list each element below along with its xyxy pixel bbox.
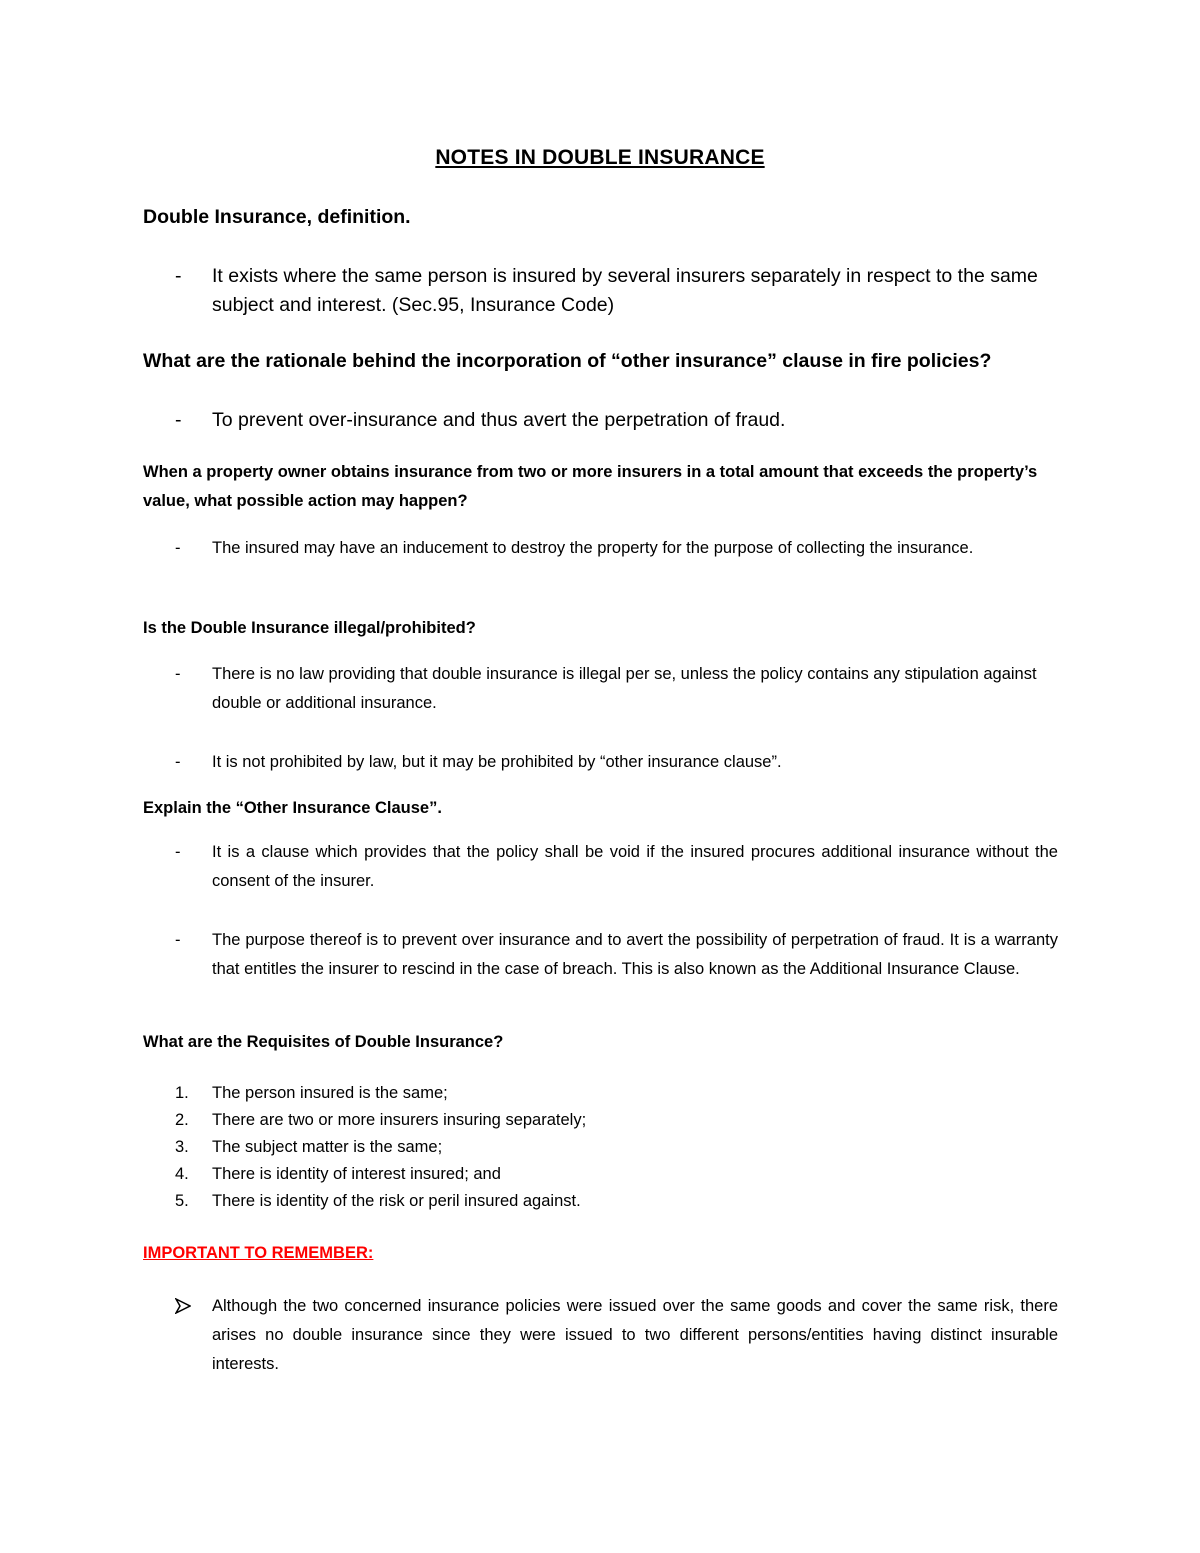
important-heading: IMPORTANT TO REMEMBER: bbox=[143, 1244, 374, 1262]
page-title: NOTES IN DOUBLE INSURANCE bbox=[435, 146, 765, 169]
illegal-bullet-2 bbox=[143, 748, 1058, 777]
bullet-text: It is a clause which provides that the policy shall be void if the insured procures additional insurance without the consent of the insurer. bbox=[212, 843, 1058, 890]
bullet-text: Although the two concerned insurance policies were issued over the same goods and cover the same risk, there arises no double insurance since they were issued to two different persons/entities having distinct insurable interests. bbox=[212, 1297, 1058, 1373]
dash-marker: - bbox=[175, 843, 181, 861]
section-heading-definition: Double Insurance, definition. bbox=[143, 206, 411, 228]
bullet-text: There is no law providing that double insurance is illegal per se, unless the policy contains any stipulation against double or additional insurance. bbox=[212, 665, 1037, 712]
definition-bullet bbox=[143, 262, 1058, 320]
list-item bbox=[143, 1134, 1058, 1161]
list-text: There is identity of the risk or peril insured against. bbox=[212, 1192, 581, 1210]
bullet-text: The purpose thereof is to prevent over insurance and to avert the possibility of perpetration of fraud. It is a warranty that entitles the insurer to rescind in the case of breach. This is also known as the Additional Insurance Clause. bbox=[212, 931, 1058, 978]
list-text: There are two or more insurers insuring separately; bbox=[212, 1111, 587, 1129]
section-heading-other-insurance-clause: Explain the “Other Insurance Clause”. bbox=[143, 799, 442, 817]
list-item bbox=[143, 1188, 1058, 1215]
arrow-bullet-icon bbox=[175, 1298, 191, 1314]
list-item bbox=[143, 1080, 1058, 1107]
bullet-text: To prevent over-insurance and thus avert the perpetration of fraud. bbox=[212, 409, 786, 431]
section-heading-rationale: What are the rationale behind the incorporation of “other insurance” clause in fire policies? bbox=[143, 350, 992, 372]
dash-marker: - bbox=[175, 409, 182, 431]
dash-marker: - bbox=[175, 665, 181, 683]
list-number: 3. bbox=[175, 1138, 189, 1156]
dash-marker: - bbox=[175, 265, 182, 287]
dash-marker: - bbox=[175, 753, 181, 771]
section-heading-illegal: Is the Double Insurance illegal/prohibited? bbox=[143, 619, 476, 637]
dash-marker: - bbox=[175, 539, 181, 557]
clause-bullet-1 bbox=[143, 838, 1058, 896]
list-text: There is identity of interest insured; and bbox=[212, 1165, 501, 1183]
list-text: The person insured is the same; bbox=[212, 1084, 448, 1102]
requisites-list bbox=[143, 1080, 1058, 1215]
section-heading-possible-action: When a property owner obtains insurance from two or more insurers in a total amount that exceeds the property’s value, what possible action may happen? bbox=[143, 463, 1038, 510]
list-text: The subject matter is the same; bbox=[212, 1138, 443, 1156]
list-number: 2. bbox=[175, 1111, 189, 1129]
list-number: 5. bbox=[175, 1192, 189, 1210]
illegal-bullet-1 bbox=[143, 660, 1058, 718]
bullet-text: It exists where the same person is insured by several insurers separately in respect to the same subject and interest. (Sec.95, Insurance Code) bbox=[212, 265, 1038, 316]
list-item bbox=[143, 1107, 1058, 1134]
list-item bbox=[143, 1161, 1058, 1188]
possible-action-bullet bbox=[143, 534, 1058, 563]
list-number: 1. bbox=[175, 1084, 189, 1102]
clause-bullet-2 bbox=[143, 926, 1058, 984]
section-heading-requisites: What are the Requisites of Double Insurance? bbox=[143, 1033, 504, 1051]
list-number: 4. bbox=[175, 1165, 189, 1183]
dash-marker: - bbox=[175, 931, 181, 949]
bullet-text: The insured may have an inducement to destroy the property for the purpose of collecting the insurance. bbox=[212, 539, 974, 557]
important-bullet bbox=[143, 1292, 1058, 1379]
bullet-text: It is not prohibited by law, but it may be prohibited by “other insurance clause”. bbox=[212, 753, 782, 771]
rationale-bullet bbox=[143, 406, 1058, 435]
